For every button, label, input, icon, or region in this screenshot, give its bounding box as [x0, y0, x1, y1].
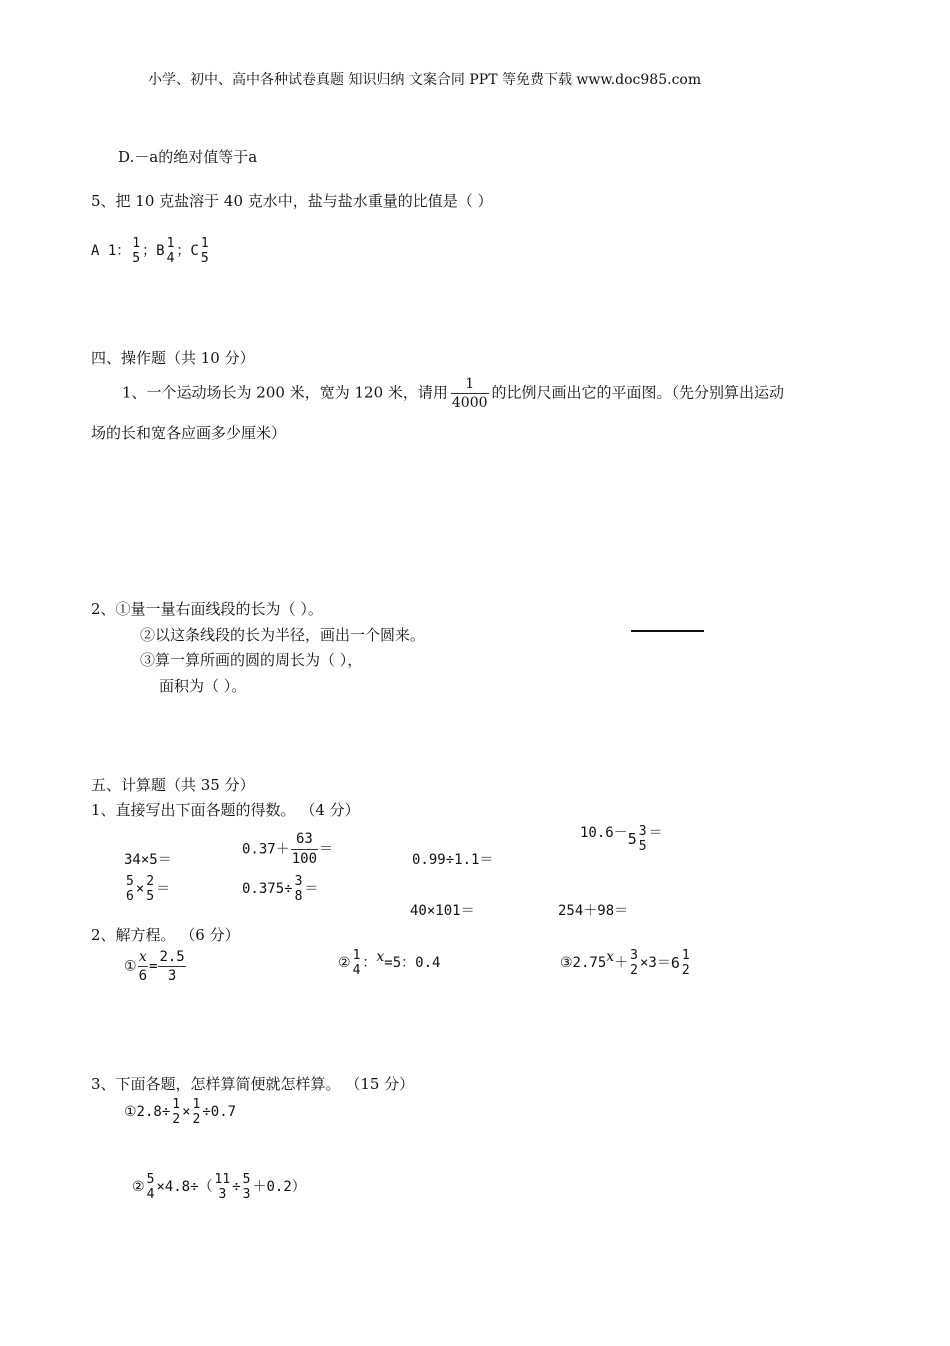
calc-r1-e2-pre: 0.37＋: [242, 841, 290, 858]
equation-3-fraction: 3 2: [630, 948, 638, 978]
section4-q1-text-a: 1、一个运动场长为 200 米，宽为 120 米，请用: [122, 383, 448, 402]
q5-text: 5、把 10 克盐溶于 40 克水中，盐与盐水重量的比值是（ ）: [91, 192, 493, 210]
q5-options: [91, 236, 211, 266]
calc-r2-e3: 40×101＝: [410, 903, 475, 919]
measure-line-segment: [631, 630, 704, 632]
section4-q2-line2: ②以这条线段的长为半径，画出一个圆来。: [140, 626, 426, 644]
equation-1-label: ①: [124, 958, 137, 975]
equation-2-ratio: ：: [362, 955, 377, 971]
equation-3-fraction2: 1 2: [681, 948, 690, 978]
calc-r1-e1: 34×5＝: [124, 852, 172, 868]
equation-2-fraction: 1 4: [352, 948, 361, 978]
equation-2-variable: x: [376, 949, 385, 965]
equation-2: [338, 948, 440, 978]
calc-r2-e2: [242, 874, 318, 904]
equation-3-pre: ③2.75: [560, 955, 607, 971]
calc-r1-e4-fraction: 3 5: [638, 824, 647, 854]
calc-simple-1-op: ×: [182, 1104, 191, 1120]
q5-fraction-c: 1 5: [200, 236, 209, 266]
calc-simple-2-mid: ×4.8÷（: [156, 1179, 213, 1195]
equation-3-whole: 6: [670, 954, 680, 972]
calc-r1-e2: [242, 830, 333, 869]
calc-r2-e4: 254＋98＝: [558, 903, 629, 919]
calc-r2-e1: [124, 874, 170, 904]
calc-simple-2-post: ＋0.2）: [252, 1179, 306, 1195]
calc-r1-e4-pre: 10.6－: [580, 825, 628, 841]
calc-r1-e4-post: ＝: [648, 825, 663, 841]
calc-r1-e4-mixed: [628, 824, 649, 854]
calc-simple-1-fraction2: 1 2: [192, 1097, 201, 1127]
equation-3-variable: x: [606, 949, 615, 965]
q5-option-a-label: A 1：: [91, 243, 131, 259]
section4-q1-line2: 场的长和宽各应画多少厘米）: [91, 424, 287, 442]
equation-1: [124, 948, 187, 985]
equation-3-mid: ×3＝: [640, 955, 671, 971]
calc-r2-e2-fraction: 3 8: [294, 874, 303, 904]
q5-fraction-b: 1 4: [166, 236, 175, 266]
equation-3-mixed: [671, 948, 692, 978]
equation-1-left-fraction: $\frac{x}{6}$: [138, 949, 147, 984]
calc-r2-e2-pre: 0.375÷: [242, 881, 293, 897]
calc-r1-e2-fraction: $\frac{63}{100}$: [291, 831, 318, 867]
calc-simple-2-op: ÷: [232, 1179, 241, 1195]
section4-q2-line1: 2、①量一量右面线段的长为（ ）。: [91, 600, 323, 618]
q5-option-b-label: ；B: [142, 243, 165, 259]
equation-1-equals: =: [149, 958, 158, 975]
section5-title: 五、计算题（共 35 分）: [91, 776, 255, 794]
section5-q3-title: 3、下面各题，怎样算简便就怎样算。 （15 分）: [91, 1075, 415, 1093]
section5-q2-title: 2、解方程。 （6 分）: [91, 926, 240, 944]
section4-q2-line4: 面积为（ ）。: [159, 677, 247, 695]
calc-simple-2-fraction2: 11 3: [214, 1172, 231, 1202]
equation-3: [560, 948, 692, 978]
equation-2-label: ②: [338, 955, 351, 971]
section4-q1-line1: [122, 375, 784, 412]
calc-r1-e4: [580, 824, 663, 854]
equation-1-right-fraction: $\frac{2.5}{3}$: [159, 949, 185, 984]
calc-simple-1: [124, 1097, 236, 1127]
calc-r1-e2-post: ＝: [319, 841, 334, 858]
calc-r2-e1-post: ＝: [156, 881, 171, 897]
q5-option-c-label: ；C: [176, 243, 199, 259]
calc-r1-e4-whole: 5: [627, 830, 637, 848]
calc-r2-e1-op: ×: [135, 881, 145, 897]
q5-fraction-a: 1 5: [132, 236, 141, 266]
section4-q2-line3: ③算一算所画的圆的周长为（ ），: [140, 651, 363, 669]
equation-2-post: =5：0.4: [384, 955, 441, 971]
calc-simple-2-label: ②: [132, 1179, 145, 1195]
calc-simple-2: [132, 1172, 306, 1202]
scale-fraction: $\frac{1}{4000}$: [451, 376, 488, 411]
calc-simple-2-fraction3: 5 3: [242, 1172, 251, 1202]
calc-r2-e1-fraction2: 2 5: [146, 874, 155, 904]
calc-simple-1-fraction1: 1 2: [172, 1097, 181, 1127]
page-header: 小学、初中、高中各种试卷真题 知识归纳 文案合同 PPT 等免费下载 www.doc985.com: [148, 72, 702, 88]
calc-r2-e1-fraction1: 5 6: [126, 874, 134, 904]
calc-simple-2-fraction1: 5 4: [146, 1172, 155, 1202]
q4-option-d: D.－a的绝对值等于a: [118, 148, 258, 166]
equation-3-plus: ＋: [614, 955, 629, 971]
section5-q1-title: 1、直接写出下面各题的得数。 （4 分）: [91, 801, 360, 819]
section4-title: 四、操作题（共 10 分）: [91, 349, 255, 367]
calc-simple-1-post: ÷0.7: [202, 1104, 237, 1120]
section4-q1-text-b: 的比例尺画出它的平面图。（先分别算出运动: [491, 383, 785, 402]
calc-r1-e3: 0.99÷1.1＝: [412, 852, 494, 868]
calc-r2-e2-post: ＝: [304, 881, 319, 897]
calc-simple-1-pre: ①2.8÷: [124, 1104, 171, 1120]
